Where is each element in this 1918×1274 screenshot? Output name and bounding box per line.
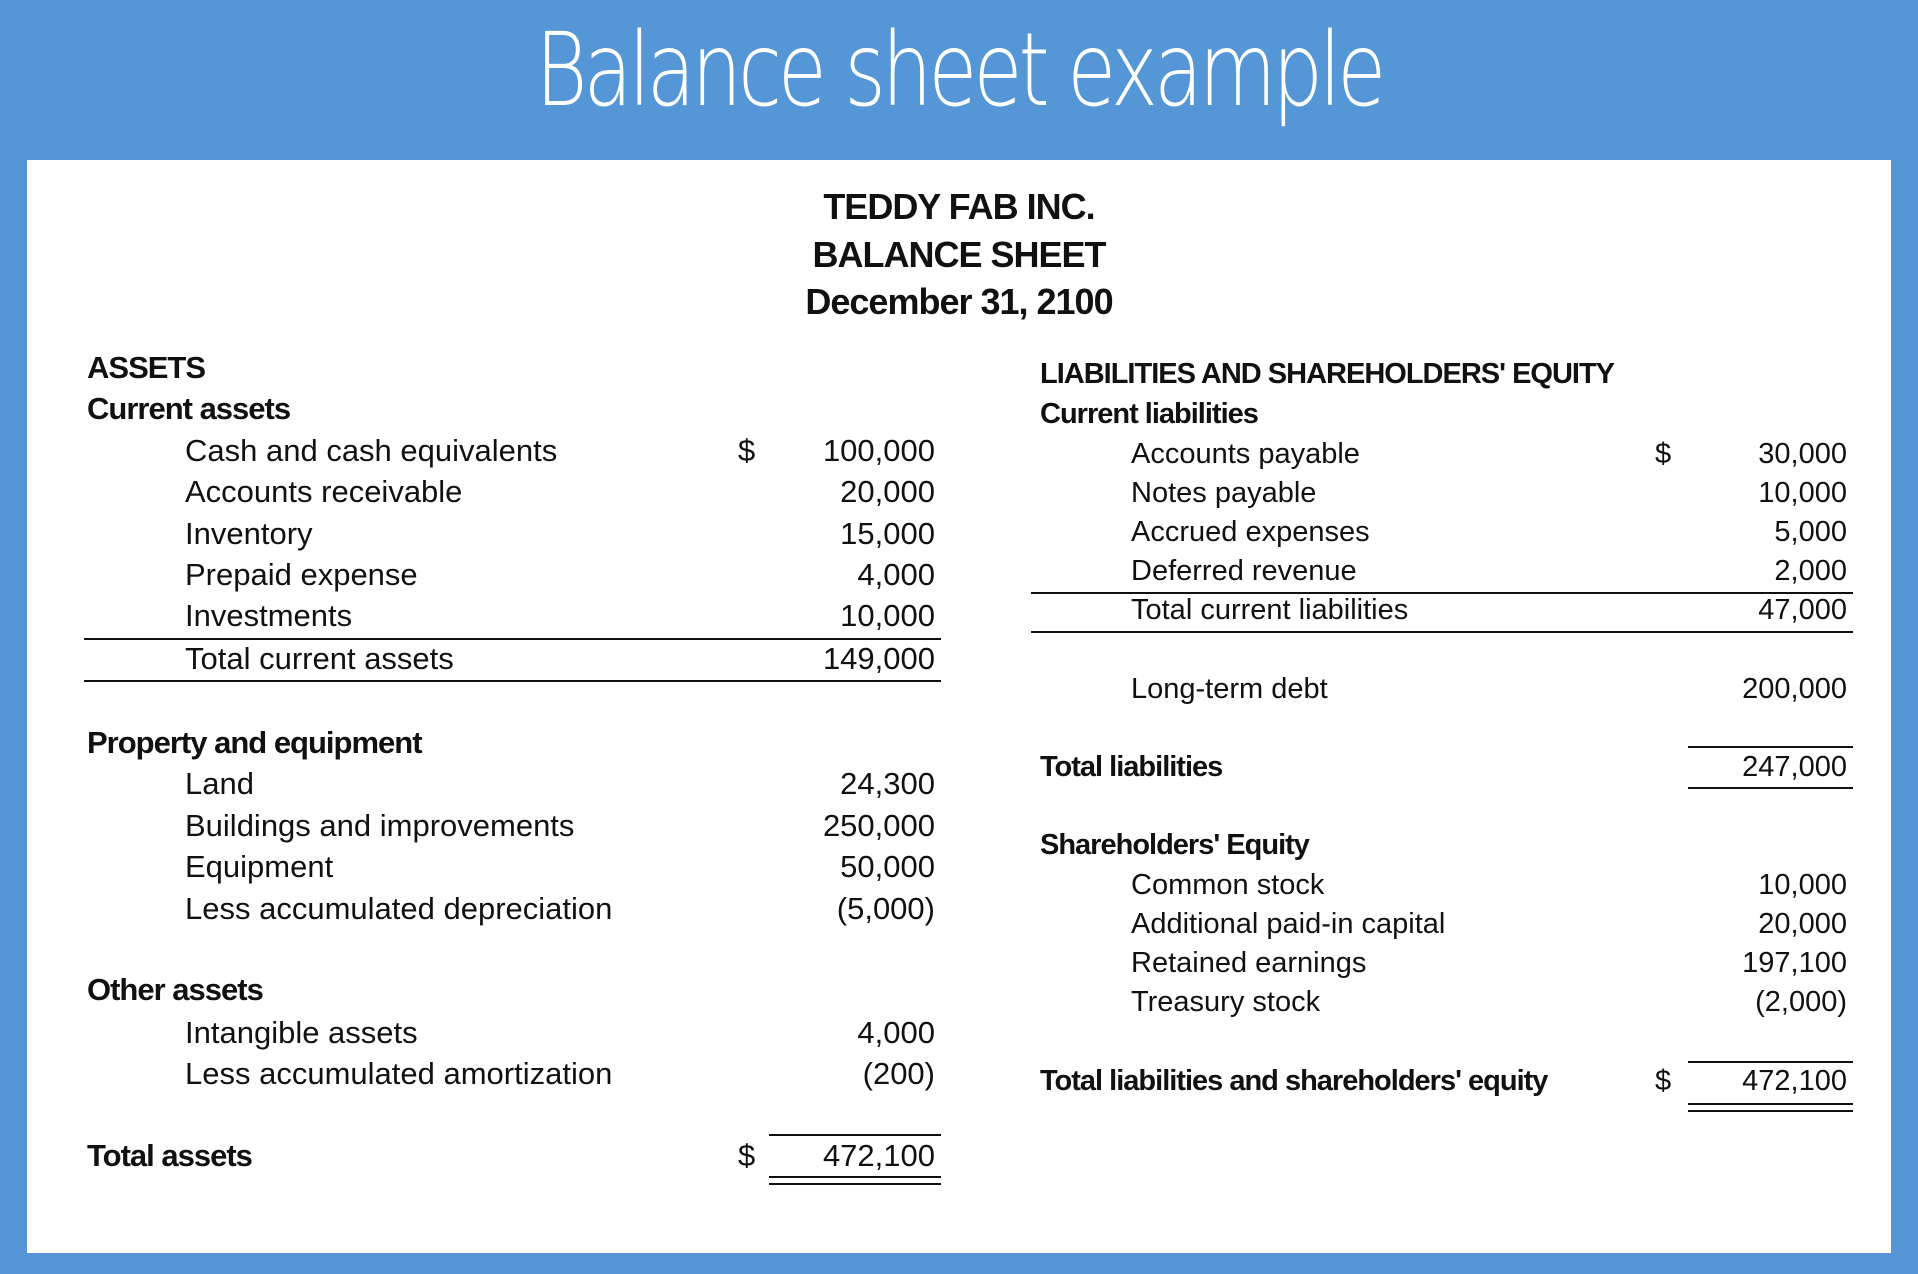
asset-value-investments: 10,000 bbox=[840, 598, 935, 633]
property-label-equipment: Equipment bbox=[185, 849, 334, 884]
asset-label-prepaid: Prepaid expense bbox=[185, 557, 418, 592]
other-assets-heading: Other assets bbox=[87, 972, 263, 1007]
rule-below-total-liabilities bbox=[1688, 787, 1853, 789]
total-liabilities-value: 247,000 bbox=[1742, 751, 1847, 783]
rule-below-total-current-liabilities bbox=[1031, 631, 1853, 633]
asset-label-investments: Investments bbox=[185, 598, 353, 633]
long-term-debt-value: 200,000 bbox=[1742, 673, 1847, 705]
other-label-intangible: Intangible assets bbox=[185, 1015, 418, 1050]
liability-value-accrued: 5,000 bbox=[1774, 516, 1847, 548]
rule-above-total-liabilities bbox=[1688, 746, 1853, 748]
property-value-depreciation: (5,000) bbox=[836, 891, 935, 926]
total-liabilities-equity-label: Total liabilities and shareholders' equity bbox=[1040, 1065, 1548, 1097]
liability-label-accounts-payable: Accounts payable bbox=[1131, 438, 1360, 470]
total-current-liabilities-value: 47,000 bbox=[1758, 594, 1847, 626]
liability-value-deferred: 2,000 bbox=[1774, 555, 1847, 587]
report-title: BALANCE SHEET bbox=[812, 234, 1106, 275]
currency-sign: $ bbox=[738, 433, 756, 468]
liability-label-accrued: Accrued expenses bbox=[1131, 516, 1370, 548]
equity-value-common-stock: 10,000 bbox=[1758, 869, 1847, 901]
banner-title: Balance sheet example bbox=[535, 11, 1383, 130]
rule-below-total-current-assets bbox=[84, 680, 941, 682]
total-assets-currency: $ bbox=[738, 1138, 756, 1173]
equity-heading: Shareholders' Equity bbox=[1040, 829, 1309, 861]
total-liabilities-equity-value: 472,100 bbox=[1742, 1065, 1847, 1097]
asset-value-receivable: 20,000 bbox=[840, 474, 935, 509]
rule-above-total-current-assets bbox=[84, 638, 941, 640]
total-assets-label: Total assets bbox=[87, 1138, 252, 1173]
equity-value-treasury-stock: (2,000) bbox=[1755, 986, 1847, 1018]
other-label-amortization: Less accumulated amortization bbox=[185, 1056, 613, 1091]
other-value-intangible: 4,000 bbox=[857, 1015, 935, 1050]
rule-above-total-assets bbox=[769, 1134, 941, 1136]
total-current-assets-label: Total current assets bbox=[185, 641, 454, 676]
equity-value-paid-in-capital: 20,000 bbox=[1758, 908, 1847, 940]
property-label-land: Land bbox=[185, 766, 254, 801]
property-value-equipment: 50,000 bbox=[840, 849, 935, 884]
liabilities-heading: LIABILITIES AND SHAREHOLDERS' EQUITY bbox=[1040, 358, 1615, 390]
rule-total-assets-double-1 bbox=[769, 1176, 941, 1178]
banner bbox=[0, 0, 1918, 158]
rule-total-equity-double-1 bbox=[1688, 1103, 1853, 1105]
report-date: December 31, 2100 bbox=[805, 281, 1113, 322]
property-label-buildings: Buildings and improvements bbox=[185, 808, 575, 843]
balance-sheet bbox=[27, 160, 1891, 1253]
long-term-debt-label: Long-term debt bbox=[1131, 673, 1328, 705]
total-liabilities-label: Total liabilities bbox=[1040, 751, 1223, 783]
liabilities-currency-sign: $ bbox=[1655, 438, 1672, 470]
asset-label-receivable: Accounts receivable bbox=[185, 474, 463, 509]
other-value-amortization: (200) bbox=[862, 1056, 935, 1091]
liability-value-accounts-payable: 30,000 bbox=[1758, 438, 1847, 470]
equity-label-paid-in-capital: Additional paid-in capital bbox=[1131, 908, 1446, 940]
equity-label-retained-earnings: Retained earnings bbox=[1131, 947, 1367, 979]
liability-label-notes-payable: Notes payable bbox=[1131, 477, 1317, 509]
assets-heading: ASSETS bbox=[87, 350, 206, 385]
property-value-buildings: 250,000 bbox=[822, 808, 935, 843]
total-current-assets-value: 149,000 bbox=[822, 641, 935, 676]
rule-total-equity-double-2 bbox=[1688, 1110, 1853, 1112]
total-current-liabilities-label: Total current liabilities bbox=[1131, 594, 1409, 626]
current-assets-heading: Current assets bbox=[87, 391, 291, 426]
rule-total-assets-double-2 bbox=[769, 1183, 941, 1185]
liability-label-deferred: Deferred revenue bbox=[1131, 555, 1357, 587]
asset-label-inventory: Inventory bbox=[185, 516, 313, 551]
rule-above-total-equity bbox=[1688, 1061, 1853, 1063]
property-value-land: 24,300 bbox=[840, 766, 935, 801]
asset-value-prepaid: 4,000 bbox=[857, 557, 935, 592]
equity-label-treasury-stock: Treasury stock bbox=[1131, 986, 1321, 1018]
asset-value-cash: 100,000 bbox=[822, 433, 935, 468]
property-label-depreciation: Less accumulated depreciation bbox=[185, 891, 613, 926]
asset-value-inventory: 15,000 bbox=[840, 516, 935, 551]
property-heading: Property and equipment bbox=[87, 725, 422, 760]
equity-label-common-stock: Common stock bbox=[1131, 869, 1325, 901]
equity-value-retained-earnings: 197,100 bbox=[1742, 947, 1847, 979]
asset-label-cash: Cash and cash equivalents bbox=[185, 433, 558, 468]
total-assets-value: 472,100 bbox=[822, 1138, 935, 1173]
liability-value-notes-payable: 10,000 bbox=[1758, 477, 1847, 509]
current-liabilities-heading: Current liabilities bbox=[1040, 398, 1258, 430]
company-name: TEDDY FAB INC. bbox=[823, 186, 1095, 227]
total-liabilities-equity-currency: $ bbox=[1655, 1065, 1672, 1097]
